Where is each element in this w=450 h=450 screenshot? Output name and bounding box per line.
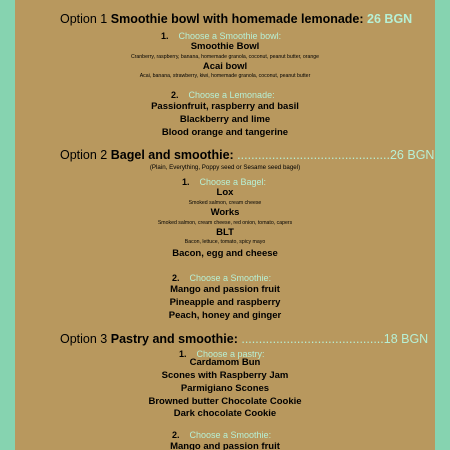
option3-dots: ......................................... bbox=[241, 332, 384, 346]
option1-item-name: Acai bowl bbox=[202, 61, 248, 72]
option2-step2-label: Choose a Smoothie: bbox=[189, 273, 272, 283]
option1-step1-label: Choose a Smoothie bowl: bbox=[178, 31, 282, 41]
option2-step1-num: 1. bbox=[182, 177, 190, 187]
option2-step1 bbox=[182, 177, 266, 187]
option1-step2-num: 2. bbox=[171, 90, 179, 100]
option3-step2 bbox=[172, 430, 271, 440]
option1-heading bbox=[60, 12, 412, 26]
option2-note: (Plain, Everything, Poppy seed or Sesame seed bagel) bbox=[149, 164, 301, 171]
option2-step1-label: Choose a Bagel: bbox=[199, 177, 267, 187]
option2-bagel-name: Lox bbox=[216, 187, 234, 198]
option2-smoothie: Peach, honey and ginger bbox=[168, 310, 282, 321]
option3-step2-num: 2. bbox=[172, 430, 180, 440]
option1-item-name: Smoothie Bowl bbox=[190, 41, 260, 52]
option2-smoothie: Mango and passion fruit bbox=[170, 284, 280, 295]
option1-name: Smoothie bowl with homemade lemonade: bbox=[110, 12, 364, 26]
option2-bagel-name: Works bbox=[210, 207, 240, 218]
option2-bagel-desc: Bacon, lettuce, tomato, spicy mayo bbox=[184, 239, 266, 245]
menu-panel bbox=[15, 0, 435, 450]
option2-title: Option 2 bbox=[60, 148, 108, 162]
option3-name: Pastry and smoothie: bbox=[110, 332, 238, 346]
option3-pastry: Scones with Raspberry Jam bbox=[161, 370, 289, 381]
option3-pastry: Parmigiano Scones bbox=[180, 383, 270, 394]
option3-price: 18 BGN bbox=[383, 332, 429, 346]
option3-pastry: Dark chocolate Cookie bbox=[173, 408, 277, 419]
option3-pastry: Cardamom Bun bbox=[189, 357, 261, 368]
option2-step2-num: 2. bbox=[172, 273, 180, 283]
option2-heading bbox=[60, 148, 434, 162]
option1-step1 bbox=[161, 31, 281, 41]
option3-step1-num: 1. bbox=[179, 349, 187, 359]
option1-item-desc: Cranberry, raspberry, banana, homemade granola, coconut, peanut butter, orange bbox=[130, 54, 320, 60]
option1-step2-label: Choose a Lemonade: bbox=[188, 90, 275, 100]
option2-bagel-desc: Smoked salmon, cream cheese bbox=[188, 200, 262, 206]
option1-step1-num: 1. bbox=[161, 31, 169, 41]
option1-step2 bbox=[171, 90, 275, 100]
option1-lemonade: Passionfruit, raspberry and basil bbox=[151, 101, 299, 112]
option2-dots: ............................................ bbox=[237, 148, 390, 162]
option2-bagel-name: BLT bbox=[216, 227, 234, 238]
option2-bagel-desc: Smoked salmon, cream cheese, red onion, tomato, capers bbox=[157, 220, 293, 226]
option3-smoothie: Mango and passion fruit bbox=[170, 441, 280, 450]
option1-lemonade: Blood orange and tangerine bbox=[161, 127, 289, 138]
option1-price: 26 BGN bbox=[367, 12, 413, 26]
option2-smoothie: Pineapple and raspberry bbox=[169, 297, 281, 308]
option3-title: Option 3 bbox=[60, 332, 108, 346]
option3-heading bbox=[60, 332, 428, 346]
option2-step2 bbox=[172, 273, 271, 283]
option1-lemonade: Blackberry and lime bbox=[179, 114, 271, 125]
option2-price: 26 BGN bbox=[389, 148, 435, 162]
option1-item-desc: Acai, banana, strawberry, kiwi, homemade granola, coconut, peanut butter bbox=[139, 73, 311, 79]
option2-bagel-name: Bacon, egg and cheese bbox=[172, 248, 278, 259]
option2-name: Bagel and smoothie: bbox=[110, 148, 234, 162]
option1-title: Option 1 bbox=[60, 12, 108, 26]
option3-pastry: Browned butter Chocolate Cookie bbox=[148, 396, 302, 407]
option3-step1-label: Choose a pastry: bbox=[196, 349, 265, 359]
option3-step2-label: Choose a Smoothie: bbox=[189, 430, 272, 440]
